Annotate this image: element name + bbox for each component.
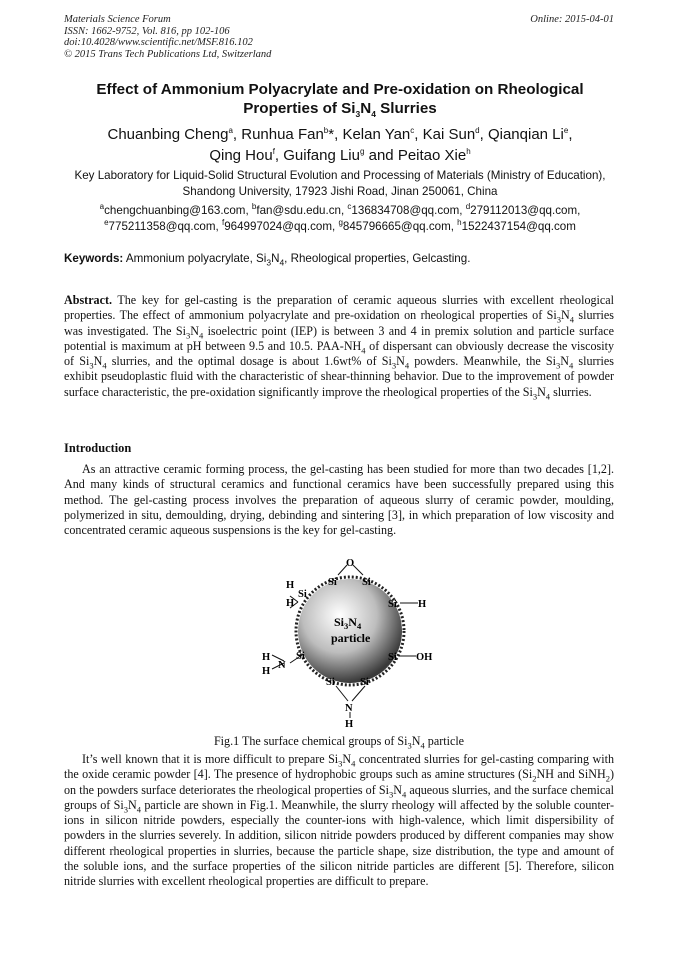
email[interactable]: $^e$775211358@qq.com, bbox=[104, 217, 222, 233]
doi-line[interactable]: doi:10.4028/www.scientific.net/MSF.816.102 bbox=[64, 37, 253, 48]
email-list bbox=[55, 203, 625, 234]
email[interactable]: $^f$964997024@qq.com, bbox=[221, 217, 339, 233]
affiliation: Key Laboratory for Liquid-Solid Structural Evolution and Processing of Materials (Ministry of Education), Shandong University, 17923 Jishi Road, Jinan 250061, China bbox=[74, 169, 606, 198]
title-line-1: Effect of Ammonium Polyacrylate and Pre-oxidation on Rheological bbox=[96, 81, 584, 98]
email[interactable]: $^d$279112013@qq.com, bbox=[465, 202, 581, 217]
author: Kai Sun$^d$, bbox=[422, 126, 488, 143]
particle-label-text: particle bbox=[331, 631, 371, 645]
label-si-bottom-left: Si bbox=[326, 677, 335, 688]
figure-si3n4-particle bbox=[250, 555, 450, 730]
label-n-bottom: N bbox=[345, 703, 353, 714]
email[interactable]: $^g$845796665@qq.com, bbox=[338, 217, 458, 233]
keywords-label: Keywords: bbox=[64, 252, 124, 265]
label-o: O bbox=[346, 558, 355, 569]
journal-name: Materials Science Forum bbox=[64, 14, 171, 25]
label-si-upper-left: Si bbox=[298, 589, 307, 600]
label-si-lower-left: Si bbox=[296, 651, 305, 662]
email[interactable]: $^a$chengchuanbing@163.com, bbox=[99, 202, 252, 217]
intro-paragraph-2: It’s well known that it is more difficult to prepare $Si_3N_4$ concentrated slurries for gel-casting comparing with the oxide ceramic powder [4]. The presence of hydrophobic groups such as amine structures ($Si_2NH$ and SiNH$_2$) on the powders surface deteriorates the rheological properties of $Si_3N_4$ aqueous slurries, and the surface chemical groups of $Si_3N_4$ particle are shown in Fig.1. Meanwhile, the slurry rheology will affected by the soluble counter-ions in silicon nitride powders, especially the counter-ions with high-valence, which limit dispersibility of powders in the slurries severely. In addition, silicon nitride powders produced by different companies may show different rheological properties in slurries, because the particle shape, size distribution, the type and amount of the soluble ions, and the surface properties of the silicon nitride particles are different [5]. Therefore, silicon nitride slurries with excellent rheological properties are difficult to prepare. bbox=[64, 752, 614, 889]
particle-label-formula: $Si_3N_4$ bbox=[334, 615, 362, 631]
label-h: H bbox=[345, 719, 354, 730]
label-n-left: N bbox=[278, 660, 286, 671]
label-h: H bbox=[262, 652, 271, 663]
particle-diagram bbox=[250, 555, 450, 730]
email[interactable]: $^h$1522437154@qq.com bbox=[457, 217, 576, 233]
label-si-right: Si bbox=[388, 599, 397, 610]
author-list bbox=[50, 124, 630, 166]
label-h: H bbox=[418, 599, 427, 610]
author: Peitao Xie$^h$ bbox=[397, 147, 471, 164]
keywords: Keywords: Ammonium polyacrylate, $Si_3N_4$, Rheological properties, Gelcasting. bbox=[64, 252, 471, 268]
issn-line: ISSN: 1662-9752, Vol. 816, pp 102-106 bbox=[64, 25, 230, 37]
label-h: H bbox=[286, 580, 295, 591]
intro-paragraph-1: As an attractive ceramic forming process, the gel-casting has been studied for more than two decades [1,2]. And many kinds of structural ceramics and functional ceramics have been successfully prepared using this method. The gel-casting process involves the preparation of aqueous slurry of ceramic powder, moulding, polymerized in situ, demoulding, drying, debinding and sintering [3], in which preparation of low viscosity and concentrated ceramic aqueous suspensions is the key for gel-casting. bbox=[64, 462, 614, 538]
author: Chuanbing Cheng$^a$, bbox=[107, 126, 242, 143]
label-si-lower-right: Si bbox=[388, 652, 397, 663]
label-h: H bbox=[262, 666, 271, 677]
author: Runhua Fan$^b$*, bbox=[241, 126, 343, 143]
author: Qing Hou$^f$, bbox=[209, 147, 284, 164]
email[interactable]: $^c$136834708@qq.com, bbox=[347, 202, 466, 217]
author: Guifang Liu$^g$ and bbox=[283, 147, 398, 164]
figure-caption: Fig.1 The surface chemical groups of $Si_3N_4$ particle bbox=[213, 734, 465, 751]
label-si-top-right: Si bbox=[362, 577, 371, 588]
section-heading-introduction: Introduction bbox=[64, 441, 132, 455]
journal-header bbox=[64, 14, 271, 60]
copyright-line: © 2015 Trans Tech Publications Ltd, Switzerland bbox=[64, 48, 272, 60]
online-date: Online: 2015-04-01 bbox=[530, 14, 614, 25]
label-si-bottom-right: Si bbox=[360, 677, 369, 688]
author: Qianqian Li$^e$, bbox=[487, 126, 573, 143]
label-oh: OH bbox=[416, 652, 433, 663]
abstract: Abstract. The key for gel-casting is the preparation of ceramic aqueous slurries with excellent rheological properties. The effect of ammonium polyacrylate and pre-oxidation on rheological properties of $Si_3N_4$ slurries was investigated. The $Si_3N_4$ isoelectric point (IEP) is between 3 and 4 in premix solution and particle surface potential is maximum at pH between 9.5 and 10.5. PAA-$NH_4$ of dispersant can obviously decrease the viscosity of $Si_3N_4$ slurries, and the optimal dosage is about 1.6wt% of $Si_3N_4$ powders. Meanwhile, the $Si_3N_4$ slurries exhibit pseudoplastic fluid with the characteristic of shear-thinning behavior. Due to the improvement of powder surface characteristic, the pre-oxidation significantly improve the rheological properties of the $Si_3N_4$ slurries. bbox=[64, 293, 614, 402]
label-h: H bbox=[286, 598, 295, 609]
paper-title bbox=[40, 80, 640, 118]
abstract-label: Abstract. bbox=[64, 293, 113, 307]
author: Kelan Yan$^c$, bbox=[342, 126, 423, 143]
title-line-2: Properties of $Si_3N_4$ Slurries bbox=[243, 100, 437, 120]
label-si-top-left: Si bbox=[328, 577, 337, 588]
email[interactable]: $^b$fan@sdu.edu.cn, bbox=[251, 202, 348, 217]
